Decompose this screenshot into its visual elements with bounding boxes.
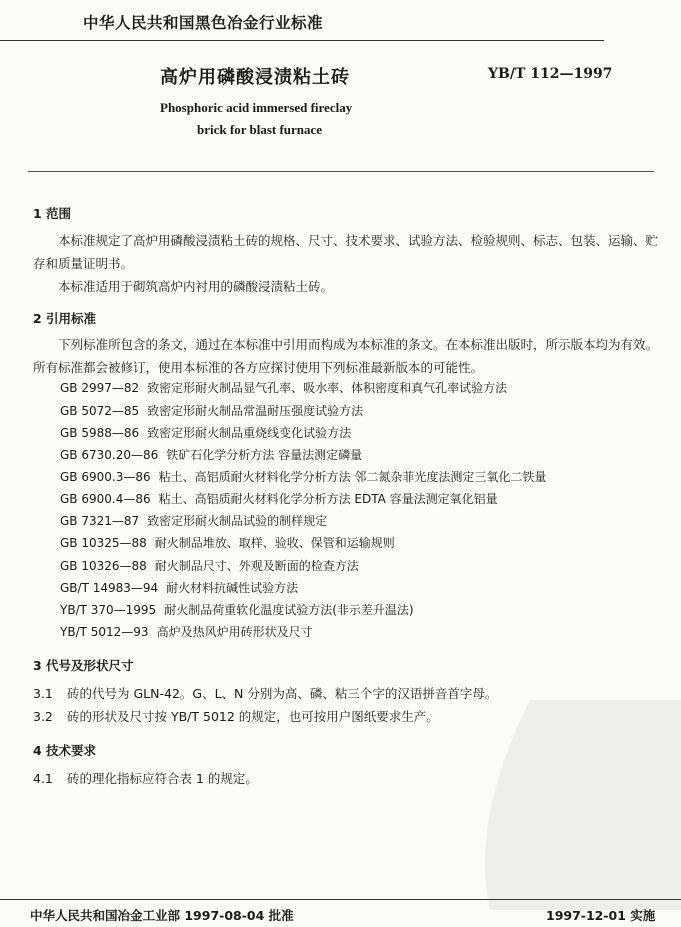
reference-title: 高炉及热风炉用砖形状及尺寸: [156, 625, 313, 639]
reference-code: GB 7321—87: [60, 514, 140, 528]
title-divider: [28, 171, 654, 172]
footer-divider: [0, 899, 681, 900]
section-3-heading: 3 代号及形状尺寸: [33, 658, 134, 673]
reference-title: 耐火材料抗碱性试验方法: [166, 581, 299, 595]
clause-number: 4.1: [33, 771, 53, 786]
reference-item: [60, 379, 507, 396]
reference-title: 耐火制品尺寸、外观及断面的检查方法: [154, 559, 359, 573]
clause-item: [33, 769, 258, 787]
clause-text: 砖的形状及尺寸按 YB/T 5012 的规定，也可按用户图纸要求生产。: [67, 709, 439, 724]
clause-text: 砖的理化指标应符合表 1 的规定。: [67, 771, 258, 786]
section-1-paragraph-2: [33, 275, 659, 298]
reference-code: GB 2997—82: [60, 381, 140, 395]
reference-title: 致密定形耐火制品常温耐压强度试验方法: [147, 404, 364, 418]
clause-item: [33, 707, 439, 725]
section-2-paragraph-1: [33, 333, 659, 379]
reference-code: GB 6900.3—86: [60, 470, 151, 484]
reference-code: YB/T 5012—93: [60, 625, 149, 639]
reference-code: GB 10325—88: [60, 536, 147, 550]
reference-title: 铁矿石化学分析方法 容量法测定磷量: [166, 448, 363, 462]
section-1-paragraph-2-text: 本标准适用于砌筑高炉内衬用的磷酸浸渍粘土砖。: [58, 279, 334, 294]
reference-item: [60, 579, 298, 596]
section-2-paragraph-1-text: 下列标准所包含的条文，通过在本标准中引用而构成为本标准的条文。在本标准出版时，所示版本均为有效。所有标准都会被修订，使用本标准的各方应探讨使用下列标准最新版本的可能性。: [33, 337, 659, 375]
reference-item: [60, 468, 546, 485]
reference-title: 耐火制品堆放、取样、验收、保管和运输规则: [154, 536, 395, 550]
reference-code: YB/T 370—1995: [60, 603, 157, 617]
reference-item: [60, 424, 351, 441]
reference-item: [60, 534, 395, 551]
section-2-heading: 2 引用标准: [33, 311, 97, 326]
reference-code: GB 6730.20—86: [60, 448, 159, 462]
reference-item: [60, 601, 414, 618]
reference-title: 致密定形耐火制品显气孔率、吸水率、体积密度和真气孔率试验方法: [147, 381, 508, 395]
header-divider: [0, 40, 604, 41]
section-1-heading: 1 范围: [33, 206, 72, 221]
reference-title: 粘土、高铝质耐火材料化学分析方法 邻二氮杂菲光度法测定三氧化二铁量: [158, 470, 547, 484]
reference-title: 耐火制品荷重软化温度试验方法(非示差升温法): [164, 603, 414, 617]
approval-line: 中华人民共和国冶金工业部 1997-08-04 批准: [30, 908, 294, 923]
reference-item: [60, 623, 313, 640]
reference-code: GB/T 14983—94: [60, 581, 159, 595]
clause-number: 3.2: [33, 709, 53, 724]
document-title-en-line1: Phosphoric acid immersed fireclay: [160, 100, 353, 115]
document-title-cn: 高炉用磷酸浸渍粘土砖: [160, 67, 350, 88]
reference-item: [60, 402, 363, 419]
reference-code: GB 5072—85: [60, 404, 140, 418]
clause-item: [33, 684, 497, 702]
reference-item: [60, 512, 327, 529]
implementation-date: 1997-12-01 实施: [546, 908, 656, 923]
reference-item: [60, 490, 498, 507]
reference-item: [60, 446, 362, 463]
document-title-en-line2: brick for blast furnace: [197, 122, 323, 137]
clause-number: 3.1: [33, 686, 53, 701]
section-1-paragraph-1: [33, 229, 659, 275]
standard-number: YB/T 112—1997: [488, 66, 613, 82]
reference-title: 致密定形耐火制品试验的制样规定: [147, 514, 328, 528]
reference-title: 粘土、高铝质耐火材料化学分析方法 EDTA 容量法测定氧化铝量: [158, 492, 498, 506]
clause-text: 砖的代号为 GLN-42。G、L、N 分别为高、磷、粘三个字的汉语拼音首字母。: [67, 686, 498, 701]
reference-code: GB 5988—86: [60, 426, 140, 440]
watermark-stamp-shape: [485, 700, 681, 910]
reference-title: 致密定形耐火制品重烧线变化试验方法: [147, 426, 352, 440]
watermark-stamp: [470, 700, 681, 910]
section-1-paragraph-1-text: 本标准规定了高炉用磷酸浸渍粘土砖的规格、尺寸、技术要求、试验方法、检验规则、标志、包装、运输、贮存和质量证明书。: [33, 233, 659, 271]
section-4-heading: 4 技术要求: [33, 743, 97, 758]
reference-code: GB 10326—88: [60, 559, 147, 573]
reference-code: GB 6900.4—86: [60, 492, 151, 506]
reference-item: [60, 557, 359, 574]
industry-standard-label: 中华人民共和国黑色冶金行业标准: [83, 14, 324, 32]
